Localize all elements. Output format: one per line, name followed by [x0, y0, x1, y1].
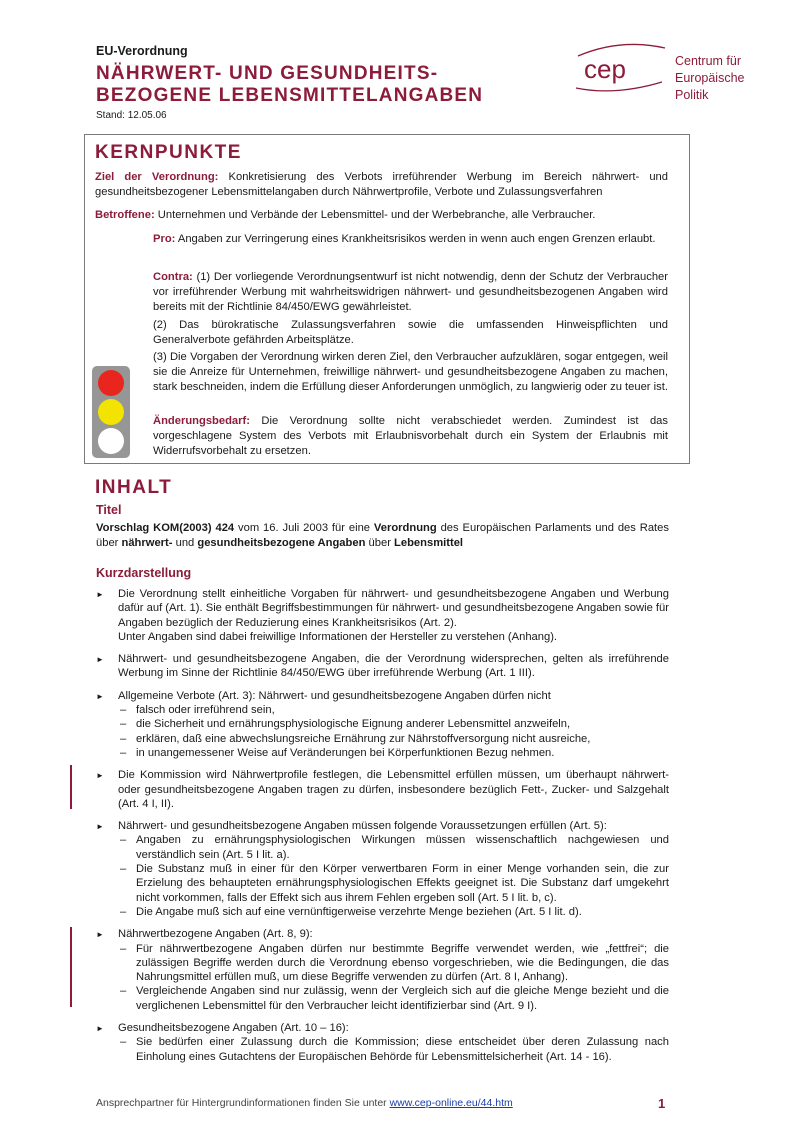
betroffene-text: Unternehmen und Verbände der Lebensmittel- und der Werbebranche, alle Verbraucher. [154, 209, 596, 221]
kurzdarstellung-list [96, 587, 669, 1072]
logo-text [675, 53, 745, 104]
dash-icon: – [120, 746, 127, 759]
sub-list-item-text: erklären, daß eine abwechslungsreiche Ernährung zur Nährstoffversorgung nicht ausreiche, [136, 732, 591, 745]
titel-part-4: des Europäischen Parlaments und des Rates über [96, 522, 669, 549]
list-item [96, 587, 669, 644]
sub-list-item [118, 942, 669, 985]
dash-icon: – [120, 863, 127, 876]
titel-part-6: und [172, 537, 198, 549]
aenderung-text: Die Verordnung sollte nicht verabschiedet werden. Zumindest ist das vorgeschlagene System des Verbots mit Erlaubnisvorbehalt durch ein System der Erlaubnis mit Widerrufsvorbehalt zu ersetzen. [153, 415, 668, 457]
bullet-icon: ► [96, 655, 104, 665]
sub-list-item [118, 717, 669, 731]
titel-part-7: gesundheitsbezogene Angaben [197, 537, 366, 549]
title-line-1: NÄHRWERT- UND GESUNDHEITS- [96, 63, 439, 84]
list-item [96, 927, 669, 1013]
betroffene-label: Betroffene: [95, 209, 155, 221]
sub-list-item [118, 703, 669, 717]
titel-part-9: Lebensmittel [394, 537, 464, 549]
list-item-text: Die Verordnung stellt einheitliche Vorgaben für nährwert- und gesundheitsbezogene Angaben und Werbung dafür auf (Art. 1). Sie enthält Begriffsbestimmungen für nährwert- und gesundheitsbezogene Angaben sowie für Angaben bezüglich der Reduzierung eines Krankheitsrisikos (Art. 2). [118, 588, 669, 629]
dash-icon: – [120, 1036, 127, 1049]
bullet-icon: ► [96, 822, 104, 832]
titel-part-2: vom 16. Juli 2003 für eine [234, 522, 374, 534]
cep-logo [570, 42, 670, 92]
bullet-icon: ► [96, 930, 104, 940]
dash-icon: – [120, 718, 127, 731]
bullet-icon: ► [96, 691, 104, 701]
titel-text [96, 521, 669, 551]
list-item [96, 689, 669, 760]
sub-list-item [118, 984, 669, 1013]
sub-list-item-text: Angaben zu ernährungsphysiologischen Wirkungen müssen wissenschaftlich nachgewiesen und verständlich sein (Art. 5 I lit. a). [136, 834, 669, 861]
sub-list-item-text: Sie bedürfen einer Zulassung durch die Kommission; diese entscheidet über deren Zulassung nach Einholung eines Gutachtens der Europäischen Behörde für Lebensmittelsicherheit (Art. 14 - 16). [136, 1036, 669, 1063]
list-item [96, 768, 669, 811]
logo-line-1: Centrum für [675, 54, 741, 68]
titel-part-5: nährwert- [121, 537, 173, 549]
sub-list-item [118, 732, 669, 746]
list-item-text: Nährwert- und gesundheitsbezogene Angaben müssen folgende Voraussetzungen erfüllen (Art. 5): [118, 820, 607, 833]
list-item-text: Unter Angaben sind dabei freiwillige Informationen der Hersteller zu verstehen (Anhang). [118, 630, 558, 643]
document-category: EU-Verordnung [96, 44, 188, 58]
dash-icon: – [120, 985, 127, 998]
page-number: 1 [658, 1096, 666, 1111]
contra-3-paragraph: (3) Die Vorgaben der Verordnung wirken deren Ziel, den Verbraucher aufzuklären, sogar entgegen, weil sie die Anreize für Unternehmen, freiwillige nährwert- und gesundheitsbezogene Angaben zu machen, stark beschneiden, indem die Erfüllung dieser Anforderungen unmöglich, zu langwierig oder zu teuer ist. [153, 351, 668, 393]
list-item-text: Allgemeine Verbote (Art. 3): Nährwert- und gesundheitsbezogene Angaben dürfen nicht [118, 689, 551, 702]
list-item-text: Gesundheitsbezogene Angaben (Art. 10 – 16): [118, 1022, 349, 1035]
traffic-light-red-icon [98, 370, 124, 396]
dash-icon: – [120, 834, 127, 847]
revision-bar [70, 927, 72, 1007]
pro-paragraph [153, 232, 668, 247]
pro-label: Pro: [153, 233, 176, 245]
contra-label: Contra: [153, 271, 193, 283]
inhalt-heading: INHALT [95, 477, 173, 498]
revision-bar [70, 765, 72, 809]
traffic-light-yellow-icon [98, 399, 124, 425]
logo-line-2: Europäische [675, 71, 745, 85]
list-item-text: Nährwert- und gesundheitsbezogene Angaben, die der Verordnung widersprechen, gelten als irreführende Werbung im Sinne der Richtlinie 84/450/EWG über irreführende Werbung (Art. 1 III). [118, 653, 669, 680]
titel-part-3: Verordnung [373, 522, 437, 534]
sub-list-item-text: Vergleichende Angaben sind nur zulässig, wenn der Vergleich sich auf die gleiche Menge bezieht und die verglichenen Lebensmittel für den Verbraucher leicht identifizierbar sind (Art. 9 I). [136, 985, 669, 1012]
sub-list-item [118, 746, 669, 760]
sub-list-item [118, 833, 669, 862]
sub-list-item-text: in unangemessener Weise auf Veränderungen bei Körperfunktionen Bezug nehmen. [136, 746, 555, 759]
ziel-label: Ziel der Verordnung: [95, 171, 219, 183]
dash-icon: – [120, 942, 127, 955]
sub-list-item-text: die Sicherheit und ernährungsphysiologische Eignung anderer Lebensmittel anzweifeln, [136, 718, 571, 731]
betroffene-paragraph [95, 208, 668, 223]
list-item [96, 652, 669, 681]
document-title [96, 63, 483, 107]
bullet-icon: ► [96, 590, 104, 599]
list-item [96, 819, 669, 919]
footer [96, 1097, 513, 1109]
aenderung-label: Änderungsbedarf: [153, 415, 250, 427]
logo-line-3: Politik [675, 88, 709, 102]
pro-text: Angaben zur Verringerung eines Krankheitsrisikos werden in wenn auch engen Grenzen erlaubt. [175, 233, 656, 245]
ziel-paragraph [95, 170, 668, 200]
sub-list-item [118, 905, 669, 919]
ziel-text: Konkretisierung des Verbots irreführender Werbung im Bereich nährwert- und gesundheitsbezogener Lebensmittelangaben durch Nährwertprofile, Verbote und Zulassungsverfahren [95, 171, 668, 198]
sub-list-item [118, 1035, 669, 1064]
contra-paragraph [153, 270, 668, 315]
titel-part-1: Vorschlag KOM(2003) 424 [96, 522, 235, 534]
sub-list-item-text: Für nährwertbezogene Angaben dürfen nur bestimmte Begriffe verwendet werden, wie „fettfrei“; die zulässigen Begriffe werden durch die Verordnung ebenso vorgeschrieben, wie die Bedingungen, die das Nahrungsmittel erfüllen muß, um diese Begriffe verwenden zu dürfen (Art. 8 I, Anhang). [136, 942, 669, 984]
titel-heading: Titel [96, 503, 122, 517]
sub-list-item-text: Die Angabe muß sich auf eine vernünftigerweise verzehrte Menge beziehen (Art. 5 I lit. d). [136, 905, 582, 918]
document-date: Stand: 12.05.06 [96, 110, 167, 121]
sub-list-item-text: falsch oder irreführend sein, [136, 704, 275, 717]
bullet-icon: ► [96, 1024, 104, 1034]
kurzdarstellung-heading: Kurzdarstellung [96, 566, 192, 580]
contra-2-paragraph: (2) Das bürokratische Zulassungsverfahren sowie die umfassenden Hinweispflichten und Generalverbote gefährden Arbeitsplätze. [153, 319, 668, 346]
bullet-icon: ► [96, 771, 104, 781]
titel-part-8: über [365, 537, 395, 549]
dash-icon: – [120, 905, 127, 918]
traffic-light-off-icon [98, 428, 124, 454]
footer-link[interactable]: www.cep-online.eu/44.htm [389, 1097, 513, 1109]
sub-list-item-text: Die Substanz muß in einer für den Körper verwertbaren Form in einer Menge vorhanden sein, die zur Erzielung des behaupteten ernährungsphysiologischen Effekts geeignet ist. Die Substanz darf umgekehrt nicht vorkommen, falls der Effekt sich aus ihrem Fehlen ergeben soll (Art. 5 I lit. b, c). [136, 863, 669, 904]
footer-text: Ansprechpartner für Hintergrundinformationen finden Sie unter [96, 1097, 390, 1109]
dash-icon: – [120, 732, 127, 745]
list-item-text: Die Kommission wird Nährwertprofile festlegen, die Lebensmittel erfüllen müssen, um überhaupt nährwert- oder gesundheitsbezogene Angaben tragen zu dürfen, insbesondere bezüglich Fett-, Zucker- und Salzgehalt (Art. 4 I, II). [118, 769, 669, 810]
list-item [96, 1021, 669, 1064]
contra-text: (1) Der vorliegende Verordnungsentwurf ist nicht notwendig, denn der Schutz der Verbraucher vor irreführender Werbung mit wahrheitswidrigen nährwert- und gesundheitsbezogenen Angaben wird bereits mit der Richtlinie 84/450/EWG gewährleistet. [153, 271, 668, 313]
dash-icon: – [120, 704, 127, 717]
logo-mark: cep [584, 54, 626, 84]
kernpunkte-heading: KERNPUNKTE [95, 142, 242, 163]
title-line-2: BEZOGENE LEBENSMITTELANGABEN [96, 85, 484, 106]
traffic-light-icon [92, 366, 130, 458]
list-item-text: Nährwertbezogene Angaben (Art. 8, 9): [118, 928, 313, 941]
sub-list-item [118, 862, 669, 905]
aenderung-paragraph [153, 414, 668, 459]
